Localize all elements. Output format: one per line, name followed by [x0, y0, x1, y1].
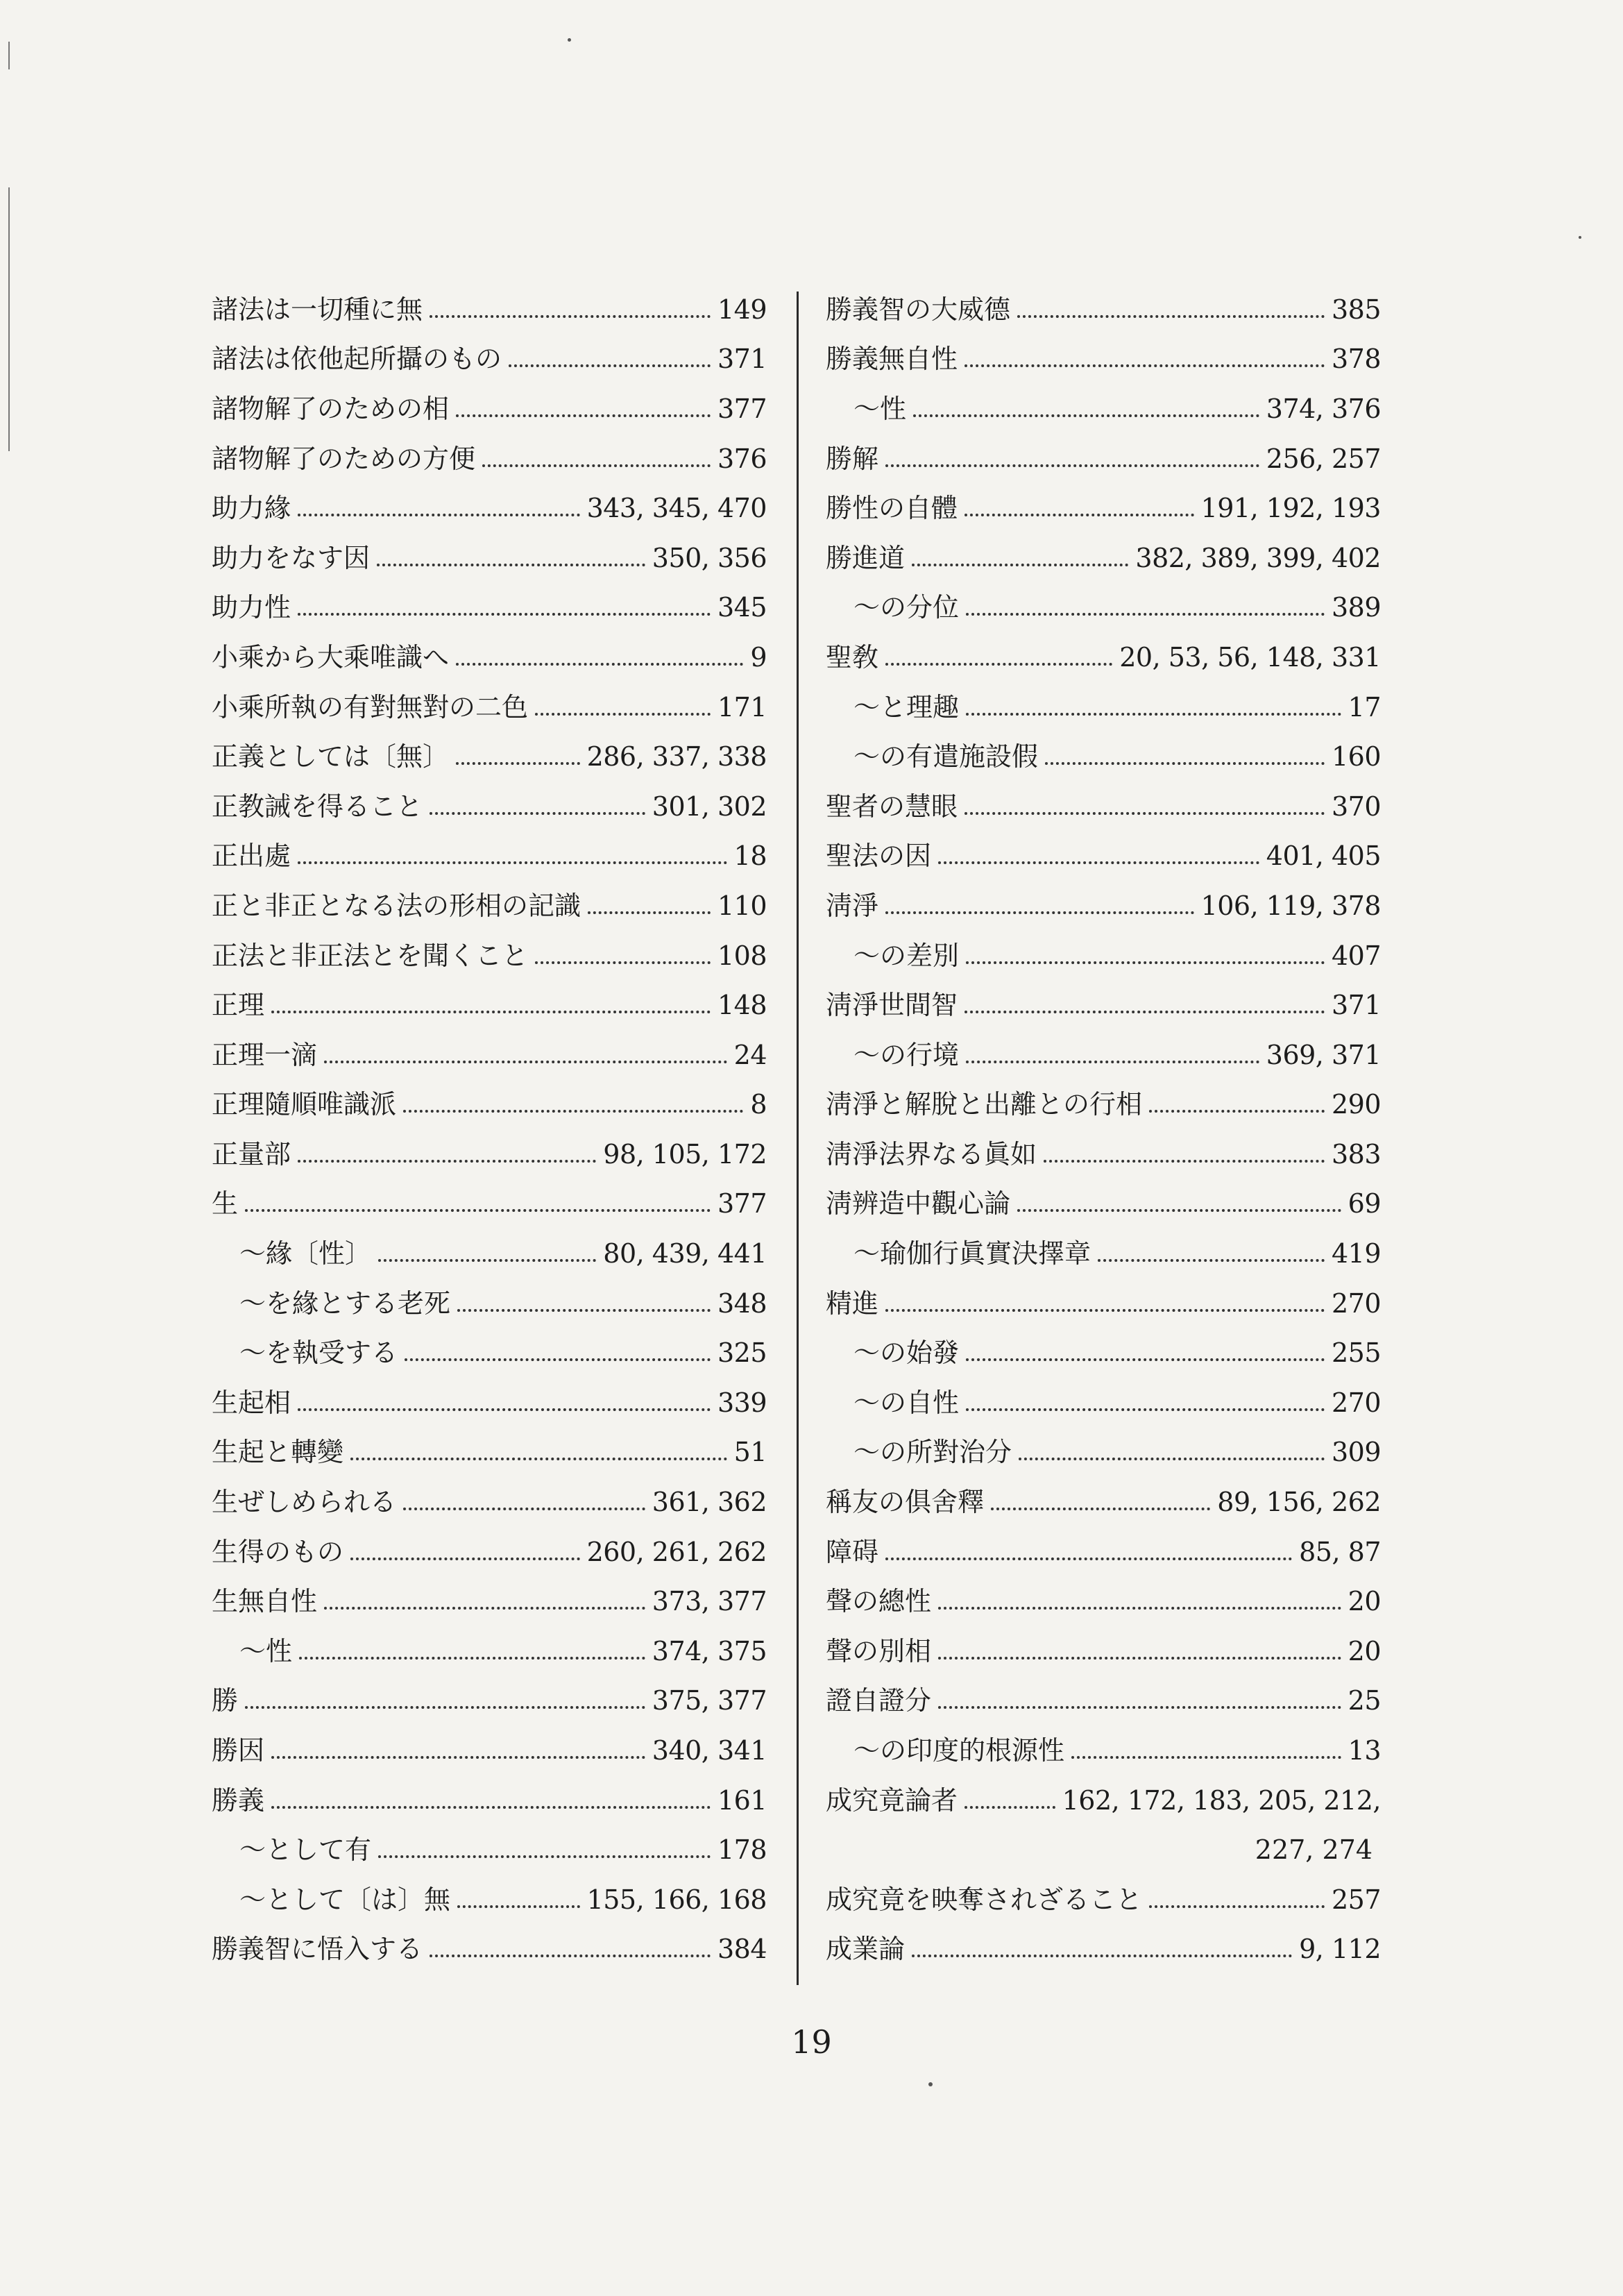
dot-leader — [456, 762, 580, 765]
dot-leader — [377, 564, 645, 566]
dot-leader — [298, 861, 727, 864]
dot-leader — [965, 364, 1325, 367]
index-subentry — [826, 384, 1381, 434]
index-term: 〜の自性 — [853, 1387, 960, 1418]
index-term: 〜性 — [853, 393, 907, 424]
page-references: 108 — [717, 940, 767, 971]
index-entry — [826, 1527, 1381, 1577]
page-references: 17 — [1348, 691, 1381, 723]
index-term: 生得のもの — [212, 1536, 344, 1567]
index-term: 聖敎 — [826, 641, 879, 673]
page-references: 419 — [1331, 1238, 1381, 1269]
dot-leader — [271, 1806, 711, 1809]
page-references: 256, 257 — [1266, 443, 1381, 474]
index-term: 〜と理趣 — [853, 691, 960, 723]
index-term: 生起相 — [212, 1387, 291, 1418]
dot-leader — [271, 1011, 711, 1013]
index-entry — [826, 1626, 1381, 1676]
dot-leader — [1017, 315, 1325, 318]
index-subentry — [826, 1428, 1381, 1478]
scan-speck — [928, 2082, 933, 2086]
index-entry — [826, 1775, 1381, 1825]
index-term: 〜緣〔性〕 — [239, 1238, 372, 1269]
index-term: 諸物解了のための相 — [212, 393, 450, 424]
index-term: 助力緣 — [212, 493, 291, 524]
dot-leader — [456, 414, 711, 417]
dot-leader — [965, 812, 1325, 815]
dot-leader — [298, 613, 711, 616]
index-entry — [212, 335, 767, 385]
index-term: 勝性の自體 — [826, 493, 958, 524]
index-term: 生 — [212, 1188, 239, 1219]
index-entry — [212, 1576, 767, 1626]
page-references: 191, 192, 193 — [1200, 493, 1381, 524]
page-references: 377 — [717, 1188, 767, 1219]
page-references: 375, 377 — [652, 1685, 767, 1716]
page-references: 257 — [1331, 1884, 1381, 1915]
index-term: 障碍 — [826, 1536, 879, 1567]
index-entry — [212, 782, 767, 832]
index-entry — [212, 832, 767, 881]
dot-leader — [965, 1011, 1325, 1013]
index-term: 正理隨順唯識派 — [212, 1089, 397, 1120]
index-term: 勝進道 — [826, 542, 906, 573]
index-entry — [212, 682, 767, 732]
index-term: 〜の有遣施設假 — [853, 741, 1039, 773]
dot-leader — [966, 1061, 1259, 1063]
index-term: 正量部 — [212, 1138, 291, 1170]
index-entry — [826, 881, 1381, 931]
index-subentry — [212, 1278, 767, 1328]
index-subentry — [826, 682, 1381, 732]
dot-leader — [885, 464, 1259, 467]
index-entry — [212, 1775, 767, 1825]
index-subentry — [212, 1229, 767, 1278]
index-entry — [212, 980, 767, 1030]
index-entry — [212, 384, 767, 434]
page-references: 255 — [1331, 1337, 1381, 1369]
dot-leader — [245, 1706, 645, 1709]
index-entry — [212, 1676, 767, 1726]
dot-leader — [966, 1408, 1325, 1411]
index-entry — [826, 335, 1381, 385]
index-entry — [212, 483, 767, 533]
index-term: 小乘から大乘唯識へ — [212, 641, 450, 673]
index-entry — [826, 1477, 1381, 1527]
index-term: 〜の行境 — [853, 1039, 960, 1070]
dot-leader — [588, 911, 711, 914]
index-term: 勝義無自性 — [826, 344, 958, 375]
page-references: 20 — [1348, 1635, 1381, 1666]
index-entry — [826, 1925, 1381, 1975]
page-references: 20 — [1348, 1586, 1381, 1617]
index-term: 正教誡を得ること — [212, 791, 423, 822]
index-term: 〜の印度的根源性 — [853, 1735, 1065, 1766]
dot-leader — [299, 1657, 645, 1660]
index-entry — [826, 632, 1381, 682]
index-term: 助力性 — [212, 592, 291, 623]
index-entry — [212, 533, 767, 583]
dot-leader — [1017, 1209, 1341, 1212]
index-term: 勝義 — [212, 1784, 265, 1816]
index-subentry — [212, 1825, 767, 1875]
index-term: 正出處 — [212, 841, 291, 872]
page-number: 19 — [791, 2023, 832, 2061]
page-references: 20, 53, 56, 148, 331 — [1119, 641, 1381, 673]
index-term: 〜を執受する — [239, 1337, 398, 1369]
index-term: 稱友の俱舍釋 — [826, 1487, 985, 1518]
dot-leader — [965, 1806, 1055, 1809]
page-references: 51 — [733, 1437, 767, 1468]
page-references: 374, 376 — [1266, 393, 1381, 424]
index-term: 成究竟を映奪されざること — [826, 1884, 1143, 1915]
index-term: 淸淨世間智 — [826, 990, 958, 1021]
page-references: 369, 371 — [1266, 1039, 1381, 1070]
index-term: 正義としては〔無〕 — [212, 741, 450, 773]
page-references: 382, 389, 399, 402 — [1135, 542, 1381, 573]
page-references: 345 — [717, 592, 767, 623]
page-references: 407 — [1331, 940, 1381, 971]
index-entry — [826, 1576, 1381, 1626]
index-subentry — [212, 1626, 767, 1676]
index-term: 〜の始發 — [853, 1337, 960, 1369]
page-references-continuation: 227, 274 — [1255, 1834, 1373, 1866]
index-column-left — [212, 285, 767, 1974]
index-term: 淸辨造中觀心論 — [826, 1188, 1011, 1219]
index-term: 諸物解了のための方便 — [212, 443, 476, 474]
dot-leader — [938, 1607, 1341, 1610]
dot-leader — [913, 414, 1259, 417]
dot-leader — [966, 613, 1325, 616]
dot-leader — [509, 364, 711, 367]
column-divider — [797, 292, 799, 1985]
dot-leader — [885, 911, 1194, 914]
page-references: 161 — [717, 1784, 767, 1816]
dot-leader — [298, 1160, 596, 1163]
index-entry — [826, 1179, 1381, 1229]
page-references: 340, 341 — [652, 1735, 767, 1766]
index-entry — [212, 1428, 767, 1478]
page-references: 69 — [1348, 1188, 1381, 1219]
dot-leader — [1019, 1458, 1325, 1460]
page-references: 401, 405 — [1266, 841, 1381, 872]
index-term: 正と非正となる法の形相の記識 — [212, 890, 581, 921]
index-entry — [212, 434, 767, 484]
index-term: 勝解 — [826, 443, 879, 474]
page-references: 80, 439, 441 — [603, 1238, 767, 1269]
index-term: 諸法は依他起所攝のもの — [212, 344, 502, 375]
index-term: 小乘所執の有對無對の二色 — [212, 691, 529, 723]
dot-leader — [378, 1855, 711, 1858]
page-references: 361, 362 — [652, 1487, 767, 1518]
index-entry — [212, 1080, 767, 1130]
dot-leader — [403, 1110, 743, 1113]
index-term: 〜を緣とする老死 — [239, 1288, 451, 1319]
index-term: 〜として〔は〕無 — [239, 1884, 451, 1915]
index-term: 生無自性 — [212, 1586, 318, 1617]
dot-leader — [405, 1358, 711, 1361]
dot-leader — [298, 514, 580, 516]
dot-leader — [430, 812, 645, 815]
index-entry — [826, 1080, 1381, 1130]
scan-speck — [568, 38, 571, 42]
dot-leader — [1149, 1905, 1325, 1908]
dot-leader — [403, 1508, 645, 1510]
dot-leader — [966, 713, 1341, 716]
index-entry — [212, 732, 767, 782]
page-references: 149 — [717, 294, 767, 325]
dot-leader — [938, 1706, 1341, 1709]
index-entry — [212, 1129, 767, 1179]
dot-leader — [885, 663, 1112, 666]
index-subentry — [212, 1328, 767, 1378]
index-entry — [212, 1925, 767, 1975]
dot-leader — [938, 1657, 1341, 1660]
page-references: 171 — [717, 691, 767, 723]
dot-leader — [430, 1955, 711, 1957]
index-term: 生起と轉變 — [212, 1437, 344, 1468]
page-references: 24 — [733, 1039, 767, 1070]
page-references: 25 — [1348, 1685, 1381, 1716]
index-term: 〜として有 — [239, 1834, 372, 1866]
index-entry — [212, 1725, 767, 1775]
index-entry — [826, 1676, 1381, 1726]
dot-leader — [885, 1558, 1292, 1560]
index-term: 〜瑜伽行眞實決擇章 — [853, 1238, 1091, 1269]
dot-leader — [966, 1358, 1325, 1361]
index-term: 正理 — [212, 990, 265, 1021]
dot-leader — [298, 1408, 711, 1411]
dot-leader — [378, 1259, 596, 1262]
index-subentry — [826, 1030, 1381, 1080]
page-references: 343, 345, 470 — [586, 493, 767, 524]
page-references: 106, 119, 378 — [1200, 890, 1381, 921]
page-references: 98, 105, 172 — [603, 1138, 767, 1170]
index-entry — [212, 1527, 767, 1577]
dot-leader — [457, 1905, 580, 1908]
page-references: 350, 356 — [652, 542, 767, 573]
index-term: 勝因 — [212, 1735, 265, 1766]
dot-leader — [324, 1061, 727, 1063]
index-entry — [212, 1477, 767, 1527]
page-references: 376 — [717, 443, 767, 474]
page-references: 148 — [717, 990, 767, 1021]
index-term: 聖法の因 — [826, 841, 932, 872]
index-entry — [826, 1875, 1381, 1925]
dot-leader — [1044, 1160, 1325, 1163]
page-references: 8 — [750, 1089, 767, 1120]
page-references: 110 — [717, 890, 767, 921]
dot-leader — [965, 514, 1194, 516]
page-references: 389 — [1331, 592, 1381, 623]
index-entry — [826, 782, 1381, 832]
index-term: 助力をなす因 — [212, 542, 371, 573]
index-term: 成業論 — [826, 1934, 906, 1965]
page-references: 260, 261, 262 — [586, 1536, 767, 1567]
page-references: 18 — [733, 841, 767, 872]
page-references: 290 — [1331, 1089, 1381, 1120]
dot-leader — [482, 464, 711, 467]
page-references: 89, 156, 262 — [1217, 1487, 1381, 1518]
index-entry — [212, 583, 767, 633]
page-references: 85, 87 — [1299, 1536, 1381, 1567]
scan-speck — [1579, 236, 1581, 239]
index-term: 生ぜしめられる — [212, 1487, 397, 1518]
index-entry — [826, 980, 1381, 1030]
index-subentry — [826, 1328, 1381, 1378]
index-entry — [826, 1278, 1381, 1328]
scan-artifact — [8, 187, 10, 451]
index-term: 成究竟論者 — [826, 1784, 958, 1816]
page-references: 309 — [1331, 1437, 1381, 1468]
page-references: 378 — [1331, 344, 1381, 375]
dot-leader — [885, 1309, 1325, 1312]
page-references: 370 — [1331, 791, 1381, 822]
page-references: 301, 302 — [652, 791, 767, 822]
index-column-right — [826, 285, 1381, 1974]
index-entry — [212, 1030, 767, 1080]
page-references: 339 — [717, 1387, 767, 1418]
page-references: 374, 375 — [652, 1635, 767, 1666]
scan-artifact — [8, 42, 10, 69]
index-entry — [826, 434, 1381, 484]
index-term: 〜の分位 — [853, 592, 960, 623]
page-references: 155, 166, 168 — [586, 1884, 767, 1915]
index-term: 〜の差別 — [853, 940, 960, 971]
index-term: 聲の別相 — [826, 1635, 932, 1666]
index-entry — [826, 1129, 1381, 1179]
index-term: 諸法は一切種に無 — [212, 294, 423, 325]
index-subentry — [826, 931, 1381, 981]
dot-leader — [535, 961, 711, 964]
index-term: 勝 — [212, 1685, 239, 1716]
index-entry — [826, 832, 1381, 881]
page-references: 270 — [1331, 1387, 1381, 1418]
index-term: 淸淨 — [826, 890, 879, 921]
page-references: 162, 172, 183, 205, 212, — [1062, 1784, 1381, 1816]
index-subentry — [826, 1725, 1381, 1775]
index-term: 聖者の慧眼 — [826, 791, 958, 822]
index-entry — [212, 1378, 767, 1428]
index-entry — [212, 1179, 767, 1229]
index-subentry — [826, 583, 1381, 633]
page-references: 270 — [1331, 1288, 1381, 1319]
page-references: 371 — [717, 344, 767, 375]
dot-leader — [535, 713, 711, 716]
index-term: 正理一滴 — [212, 1039, 318, 1070]
dot-leader — [271, 1756, 645, 1759]
page-references: 383 — [1331, 1138, 1381, 1170]
dot-leader — [430, 315, 711, 318]
page-references: 286, 337, 338 — [586, 741, 767, 773]
page-references: 9 — [750, 641, 767, 673]
index-entry — [826, 533, 1381, 583]
index-entry — [826, 483, 1381, 533]
index-entry — [212, 285, 767, 335]
index-subentry — [826, 1378, 1381, 1428]
dot-leader — [1045, 762, 1325, 765]
page-references: 377 — [717, 393, 767, 424]
index-subentry — [212, 1875, 767, 1925]
page-references: 13 — [1348, 1735, 1381, 1766]
dot-leader — [245, 1209, 711, 1212]
page-references: 178 — [717, 1834, 767, 1866]
index-subentry — [826, 1229, 1381, 1278]
index-term: 證自證分 — [826, 1685, 932, 1716]
dot-leader — [1149, 1110, 1325, 1113]
index-entry — [212, 632, 767, 682]
index-term: 淸淨法界なる眞如 — [826, 1138, 1037, 1170]
page-references: 348 — [717, 1288, 767, 1319]
dot-leader — [938, 861, 1259, 864]
page-references: 9, 112 — [1299, 1934, 1381, 1965]
dot-leader — [991, 1508, 1210, 1510]
dot-leader — [1098, 1259, 1325, 1262]
index-term: 聲の總性 — [826, 1586, 932, 1617]
dot-leader — [912, 1955, 1292, 1957]
index-term: 正法と非正法とを聞くこと — [212, 940, 529, 971]
index-term: 精進 — [826, 1288, 879, 1319]
dot-leader — [912, 564, 1128, 566]
index-term: 淸淨と解脫と出離との行相 — [826, 1089, 1143, 1120]
index-subentry — [826, 732, 1381, 782]
dot-leader — [456, 663, 743, 666]
index-entry — [826, 285, 1381, 335]
index-entry — [212, 931, 767, 981]
dot-leader — [966, 961, 1325, 964]
index-term: 〜性 — [239, 1635, 293, 1666]
page-references: 385 — [1331, 294, 1381, 325]
index-term: 〜の所對治分 — [853, 1437, 1012, 1468]
dot-leader — [350, 1458, 727, 1460]
dot-leader — [324, 1607, 645, 1610]
page-references: 384 — [717, 1934, 767, 1965]
page-references: 160 — [1331, 741, 1381, 773]
page-references: 373, 377 — [652, 1586, 767, 1617]
index-term: 勝義智に悟入する — [212, 1934, 423, 1965]
dot-leader — [457, 1309, 711, 1312]
page-references: 371 — [1331, 990, 1381, 1021]
index-term: 勝義智の大威德 — [826, 294, 1011, 325]
index-entry — [212, 881, 767, 931]
page-references: 325 — [717, 1337, 767, 1369]
dot-leader — [1071, 1756, 1341, 1759]
dot-leader — [350, 1558, 580, 1560]
